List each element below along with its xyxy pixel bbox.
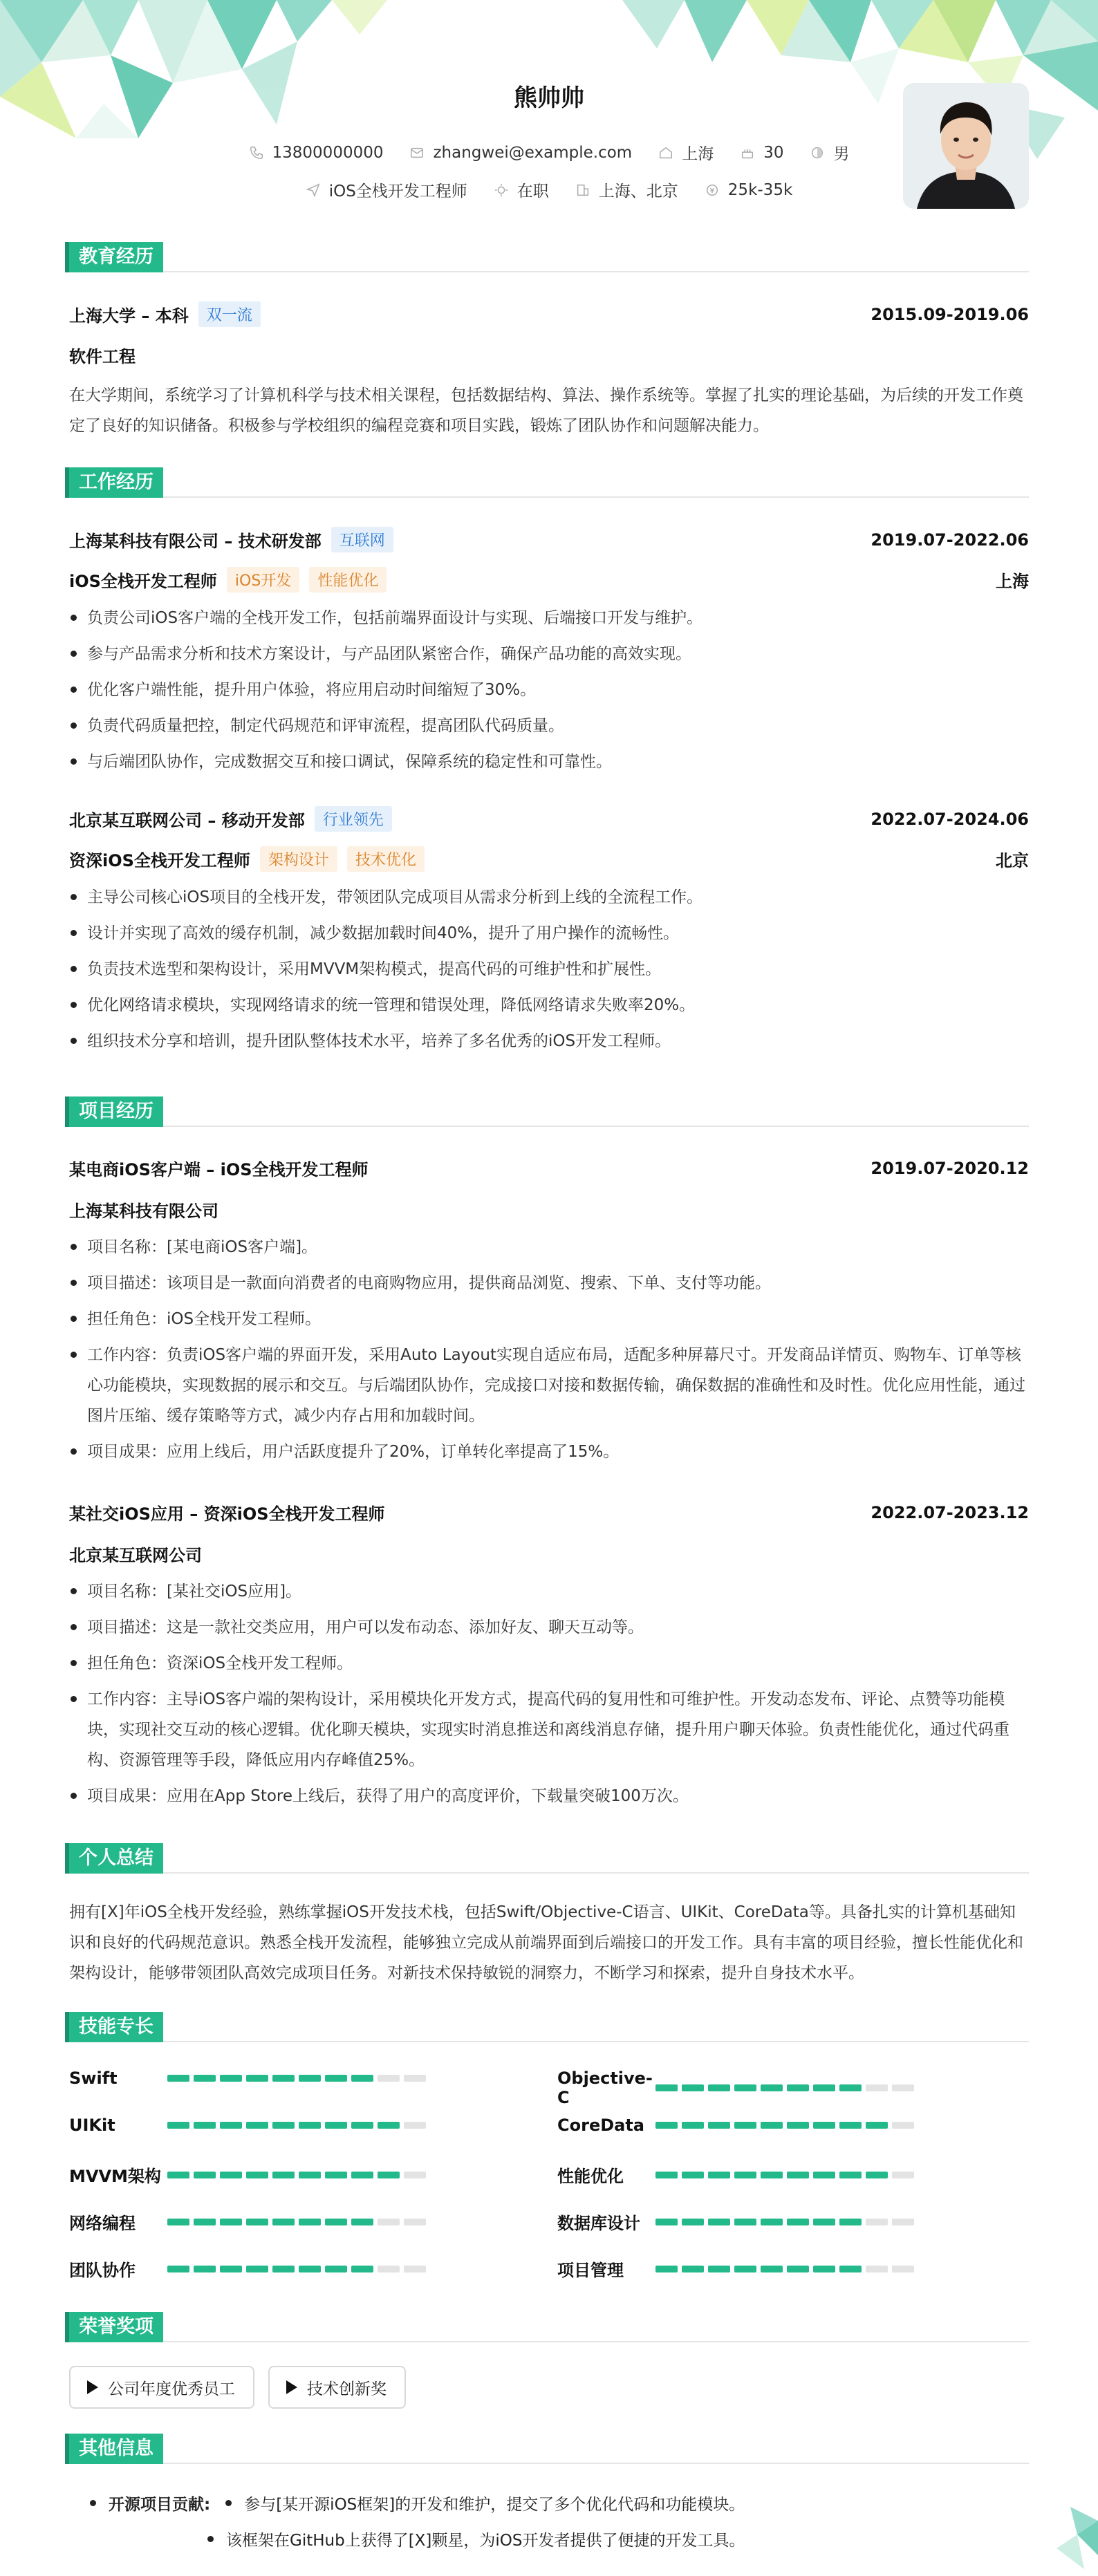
skill-level-segment [351,2266,373,2272]
skill-level-segment [299,2219,321,2225]
skill-level-segment [682,2122,704,2129]
skill-level-segment [813,2266,835,2272]
skill-name: 数据库设计 [557,2214,640,2233]
skill-level-segment [734,2084,756,2091]
skill-level-segment [866,2122,888,2129]
major-name: 软件工程 [69,347,136,366]
building-icon [575,183,590,198]
work-header [69,467,1029,498]
work-location: 上海 [996,572,1029,591]
projects-title: 项目经历 [69,1096,163,1127]
skill-level-segment [404,2266,426,2272]
projects-header [69,1096,1029,1127]
skill-level-segment [167,2122,189,2129]
skill-level-segment [892,2172,914,2178]
skill-level-segment [325,2172,347,2178]
skills-section [69,2012,1029,2280]
phone-item [249,144,384,162]
school-name: 上海大学 – 本科 [69,306,189,326]
skill-level-segment [708,2084,730,2091]
skill-row [557,2210,914,2234]
candidate-name: 熊帅帅 [514,84,584,112]
skill-level-segment [892,2122,914,2129]
skill-level-segment [351,2075,373,2082]
company-tag: 行业领先 [315,806,392,832]
skill-level-segment [839,2219,862,2225]
education-entry [69,301,1029,327]
skill-level-segment [734,2122,756,2129]
education-header [69,242,1029,272]
project-name: 某电商iOS客户端 – iOS全栈开发工程师 [69,1160,369,1179]
age-text: 30 [763,143,784,162]
skill-level-segment [220,2172,242,2178]
position-text: iOS全栈开发工程师 [328,183,467,200]
skill-level-segment [892,2219,914,2225]
summary-section [69,1843,1029,1982]
skill-level-segment [220,2219,242,2225]
project-2-bullets [69,1576,1029,1817]
skill-level-segment [866,2172,888,2178]
skill-level-segment [299,2266,321,2272]
work-entry-2-role-row [69,846,1029,872]
work-section [69,467,1029,1050]
award-label: 公司年度优秀员工 [108,2380,235,2398]
summary-text: 拥有[X]年iOS全栈开发经验，熟练掌握iOS开发技术栈，包括Swift/Objective-C语言、UIKit、CoreData等。具备扎实的计算机基础知识和良好的代码规范意识。熟悉全栈开发流程，能够独立完成从前端界面到后端接口的开发工作。具有丰富的项目经验，擅长性能优化和架构设计，能够带领团队高效完成项目任务。对新技术保持敏锐的洞察力，不断学习和探索，提升自身技术水平。 [69,1903,1023,1982]
skill-level-segment [839,2084,862,2091]
summary-header [69,1843,1029,1874]
project-name: 某社交iOS应用 – 资深iOS全栈开发工程师 [69,1504,385,1524]
skill-level-segment [761,2266,783,2272]
other-line: 该框架在GitHub上获得了[X]颗星，为iOS开发者提供了便捷的开发工具。 [226,2532,745,2550]
phone-icon [249,145,264,160]
skill-level-segment [708,2266,730,2272]
gender-item [810,141,849,164]
coin-icon [705,183,720,198]
projects-section [69,1096,1029,1805]
skill-level-segment [194,2075,216,2082]
skill-level-segment [325,2122,347,2129]
skill-name: CoreData [557,2116,644,2135]
skill-level-segment [220,2075,242,2082]
avatar-portrait [903,83,1029,209]
skill-level-bar [167,2219,426,2225]
skill-level-segment [734,2172,756,2178]
skill-level-segment [813,2219,835,2225]
skill-level-segment [220,2122,242,2129]
skill-level-segment [682,2219,704,2225]
list-item: 项目名称：[某电商iOS客户端]。 [69,1232,1029,1262]
work-entry-1-company-row [69,527,1029,552]
bullet-dot [225,2500,232,2506]
list-item: 负责公司iOS客户端的全栈开发工作，包括前端界面设计与实现、后端接口开发与维护。 [69,603,1029,633]
skill-level-segment [246,2075,268,2082]
skill-level-segment [299,2172,321,2178]
skill-row [69,2210,426,2234]
skill-level-segment [404,2075,426,2082]
skill-level-bar [655,2084,914,2091]
skill-level-segment [761,2219,783,2225]
skill-level-segment [378,2172,400,2178]
skill-level-segment [220,2266,242,2272]
skill-level-segment [299,2075,321,2082]
skill-level-segment [246,2122,268,2129]
skill-level-segment [404,2122,426,2129]
education-title: 教育经历 [69,242,163,272]
work-date: 2019.07-2022.06 [871,530,1029,550]
skill-level-segment [404,2219,426,2225]
email-item [409,144,632,162]
skill-level-segment [351,2122,373,2129]
skill-level-segment [839,2172,862,2178]
skill-level-segment [378,2122,400,2129]
position-item [306,178,467,201]
company-tag: 互联网 [331,527,393,552]
other-line: 参与[某开源iOS框架]的开发和维护，提交了多个优化代码和功能模块。 [244,2496,745,2514]
skill-level-segment [787,2266,809,2272]
skill-row [69,2163,426,2187]
award-item [69,2366,254,2409]
skill-level-segment [708,2219,730,2225]
list-item: 主导公司核心iOS项目的全栈开发，带领团队完成项目从需求分析到上线的全流程工作。 [69,882,1029,913]
list-item: 优化客户端性能，提升用户体验，将应用启动时间缩短了30%。 [69,675,1029,705]
list-item: 参与产品需求分析和技术方案设计，与产品团队紧密合作，确保产品功能的高效实现。 [69,639,1029,669]
cake-icon [740,145,755,160]
skill-level-segment [866,2219,888,2225]
skill-level-segment [325,2219,347,2225]
skill-level-segment [892,2266,914,2272]
skill-level-bar [655,2266,914,2272]
skill-level-segment [299,2122,321,2129]
salary-item [705,181,792,199]
work-entry-1-role-row [69,567,1029,592]
skill-level-segment [194,2172,216,2178]
skill-level-segment [655,2219,678,2225]
other-row-2 [207,2528,745,2550]
work-entry-2-bullets [69,882,1029,1062]
skill-level-segment [787,2219,809,2225]
school-tag: 双一流 [198,301,261,327]
skill-level-segment [708,2172,730,2178]
bullet-dot [207,2536,214,2542]
list-item: 项目描述：该项目是一款面向消费者的电商购物应用，提供商品浏览、搜索、下单、支付等功能。 [69,1268,1029,1298]
project-company: 上海某科技有限公司 [69,1202,218,1221]
list-item: 项目描述：这是一款社交类应用，用户可以发布动态、添加好友、聊天互动等。 [69,1612,1029,1643]
skill-level-segment [655,2172,678,2178]
status-icon [494,183,509,198]
skill-level-segment [734,2266,756,2272]
skill-level-segment [194,2219,216,2225]
other-title: 其他信息 [69,2434,163,2464]
list-item: 担任角色：iOS全栈开发工程师。 [69,1304,1029,1334]
triangle-right-icon [87,2380,98,2394]
skill-level-segment [655,2122,678,2129]
list-item: 担任角色：资深iOS全栈开发工程师。 [69,1648,1029,1679]
list-item: 项目成果：应用上线后，用户活跃度提升了20%，订单转化率提高了15%。 [69,1437,1029,1467]
work-role: iOS全栈开发工程师 [69,572,217,591]
email-text: zhangwei@example.com [433,143,633,162]
skill-row [557,2257,914,2281]
skill-level-bar [167,2122,426,2129]
skill-level-segment [167,2219,189,2225]
preferred-city-item [575,178,678,201]
skill-name: UIKit [69,2116,115,2135]
major-row [69,343,1029,367]
list-item: 优化网络请求模块，实现网络请求的统一管理和错误处理，降低网络请求失败率20%。 [69,990,1029,1020]
role-tag: iOS开发 [227,567,299,592]
skill-row [69,2116,426,2135]
gender-icon [810,145,825,160]
triangle-right-icon [286,2380,297,2394]
list-item: 与后端团队协作，完成数据交互和接口调试，保障系统的稳定性和可靠性。 [69,747,1029,777]
skill-level-segment [682,2266,704,2272]
skill-level-segment [272,2266,295,2272]
honors-header [69,2312,1029,2342]
skill-level-segment [167,2172,189,2178]
skills-title: 技能专长 [69,2012,163,2042]
other-section [69,2434,1029,2550]
project-1-title-row [69,1156,1029,1180]
salary-text: 25k-35k [727,180,793,199]
skill-level-segment [325,2266,347,2272]
skill-name: 网络编程 [69,2214,136,2233]
skill-level-segment [787,2122,809,2129]
skill-row [69,2257,426,2281]
list-item: 组织技术分享和培训，提升团队整体技术水平，培养了多名优秀的iOS开发工程师。 [69,1026,1029,1056]
project-2-company-row [69,1542,1029,1566]
gender-text: 男 [833,145,850,163]
education-section [69,242,1029,435]
skill-level-segment [246,2219,268,2225]
skill-level-segment [194,2122,216,2129]
list-item: 负责技术选型和架构设计，采用MVVM架构模式，提高代码的可维护性和扩展性。 [69,954,1029,984]
other-row-1 [90,2492,745,2514]
education-date: 2015.09-2019.06 [871,304,1029,324]
skill-level-bar [167,2075,426,2082]
mail-icon [409,145,425,160]
skill-level-segment [325,2075,347,2082]
skill-level-segment [351,2172,373,2178]
list-item: 工作内容：主导iOS客户端的架构设计，采用模块化开发方式，提高代码的复用性和可维护性。开发动态发布、评论、点赞等功能模块，实现社交互动的核心逻辑。优化聊天模块，实现实时消息推送和离线消息存储，提升用户聊天体验。负责性能优化，通过代码重构、资源管理等手段，降低应用内存峰值25%。 [69,1684,1029,1775]
skill-level-segment [167,2266,189,2272]
skill-row [557,2163,914,2187]
other-header [69,2434,1029,2464]
summary-title: 个人总结 [69,1843,163,1874]
project-1-bullets [69,1232,1029,1473]
project-date: 2022.07-2023.12 [871,1502,1029,1522]
project-1-company-row [69,1197,1029,1222]
role-tag: 技术优化 [347,846,425,872]
skill-row [69,2069,426,2088]
project-2-title-row [69,1500,1029,1524]
work-company: 上海某科技有限公司 – 技术研发部 [69,532,322,551]
skills-header [69,2012,1029,2042]
skill-level-segment [194,2266,216,2272]
age-item [740,144,783,162]
other-label: 开源项目贡献: [109,2496,211,2514]
skill-name: 项目管理 [557,2261,624,2280]
skill-level-segment [378,2219,400,2225]
skill-level-segment [866,2084,888,2091]
skill-name: MVVM架构 [69,2167,161,2186]
skill-level-segment [787,2084,809,2091]
skill-level-bar [655,2172,914,2178]
award-item [268,2366,406,2409]
phone-text: 13800000000 [272,143,384,162]
skill-level-segment [246,2266,268,2272]
skill-level-segment [351,2219,373,2225]
skill-level-segment [813,2084,835,2091]
city-item [658,141,714,164]
honors-section [69,2312,1029,2398]
list-item: 工作内容：负责iOS客户端的界面开发，采用Auto Layout实现自适应布局，适配多种屏幕尺寸。开发商品详情页、购物车、订单等核心功能模块，实现数据的展示和交互。与后端团队协作，完成接口对接和数据传输，确保数据的准确性和及时性。优化应用性能，通过图片压缩、缓存策略等方式，减少内存占用和加载时间。 [69,1340,1029,1431]
skill-level-segment [167,2075,189,2082]
role-tag: 架构设计 [260,846,337,872]
list-item: 设计并实现了高效的缓存机制，减少数据加载时间40%，提升了用户操作的流畅性。 [69,918,1029,949]
avatar [903,83,1029,209]
work-role: 资深iOS全栈开发工程师 [69,851,250,870]
send-icon [306,183,321,198]
skill-level-segment [892,2084,914,2091]
education-description: 在大学期间，系统学习了计算机科学与技术相关课程，包括数据结构、算法、操作系统等。掌握了扎实的理论基础，为后续的开发工作奠定了良好的知识储备。积极参与学校组织的编程竞赛和项目实践，锻炼了团队协作和问题解决能力。 [69,386,1023,435]
project-date: 2019.07-2020.12 [871,1158,1029,1178]
work-entry-2-company-row [69,806,1029,832]
work-location: 北京 [996,851,1029,870]
award-label: 技术创新奖 [307,2380,387,2398]
list-item: 项目成果：应用在App Store上线后，获得了用户的高度评价，下载量突破100万次。 [69,1781,1029,1811]
skill-level-segment [866,2266,888,2272]
skill-level-segment [839,2266,862,2272]
skill-level-segment [761,2172,783,2178]
skill-level-segment [708,2122,730,2129]
role-tag: 性能优化 [309,567,387,592]
skill-name: Swift [69,2069,118,2088]
bullet-dot [90,2500,96,2506]
skill-level-bar [655,2219,914,2225]
skill-level-segment [734,2219,756,2225]
corner-decoration [1029,2507,1098,2576]
skill-level-segment [378,2075,400,2082]
skill-level-segment [813,2122,835,2129]
skill-level-segment [761,2122,783,2129]
skill-level-segment [787,2172,809,2178]
preferred-city-text: 上海、北京 [598,183,678,200]
skill-level-segment [272,2075,295,2082]
list-item: 项目名称：[某社交iOS应用]。 [69,1576,1029,1607]
skill-level-segment [813,2172,835,2178]
list-item: 负责代码质量把控，制定代码规范和评审流程，提高团队代码质量。 [69,711,1029,741]
work-entry-1-bullets [69,603,1029,783]
status-item [494,178,549,201]
home-icon [658,145,673,160]
work-date: 2022.07-2024.06 [871,809,1029,829]
skill-level-segment [655,2266,678,2272]
skill-level-segment [378,2266,400,2272]
skill-row [557,2116,914,2135]
skill-level-segment [404,2172,426,2178]
skill-name: 性能优化 [557,2167,624,2186]
skill-level-segment [682,2172,704,2178]
city-text: 上海 [682,145,714,163]
skill-level-segment [246,2172,268,2178]
skill-name: Objective-C [557,2069,653,2107]
work-company: 北京某互联网公司 – 移动开发部 [69,811,305,830]
skill-level-bar [167,2172,426,2178]
status-text: 在职 [517,183,549,200]
skill-level-segment [655,2084,678,2091]
skill-row [557,2069,914,2107]
skill-level-segment [839,2122,862,2129]
work-title: 工作经历 [69,467,163,498]
honors-title: 荣誉奖项 [69,2312,163,2342]
skill-level-bar [167,2266,426,2272]
skill-name: 团队协作 [69,2261,136,2280]
skill-level-segment [272,2172,295,2178]
project-company: 北京某互联网公司 [69,1546,202,1565]
skill-level-bar [655,2122,914,2129]
skill-level-segment [272,2122,295,2129]
skill-level-segment [272,2219,295,2225]
skill-level-segment [682,2084,704,2091]
skill-level-segment [761,2084,783,2091]
